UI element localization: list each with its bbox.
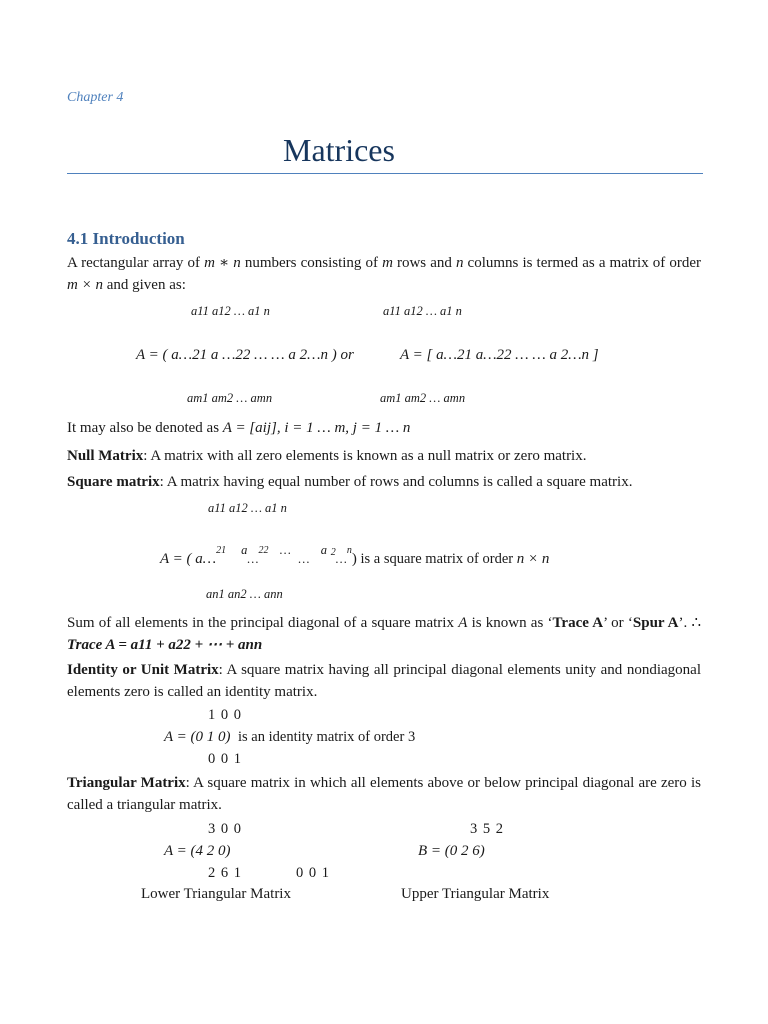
general-matrix-row3-left: am1 am2 … amn [187,391,273,405]
trace-text: ’ or ‘ [603,615,633,631]
trace-text: is known as ‘ [467,615,553,631]
square-row2-dots: … [247,552,259,566]
square-row2-text: is a square matrix of order [356,551,517,567]
denoted-text: It may also be denoted as [67,420,223,436]
section-heading: 4.1 Introduction [67,229,185,248]
square-matrix-term: Square matrix [67,474,160,490]
identity-row1: 1 0 0 [208,707,241,723]
identity-row3: 0 0 1 [208,751,241,767]
intro-text: numbers consisting of [240,255,383,271]
intro-text: A rectangular array of [67,255,205,271]
trace-text: Sum of all elements in the principal diagonal of a square matrix [67,615,459,631]
triangular-definition [67,773,701,816]
intro-math-m: m [382,255,393,271]
square-row2-n: n [346,545,352,556]
intro-text: columns is termed as a matrix of order [463,255,702,271]
identity-row2-math: A = (0 1 0) [164,729,231,745]
intro-math-order: m × n [67,276,103,293]
upper-triangular-caption: Upper Triangular Matrix [401,886,550,902]
identity-definition [67,660,701,703]
identity-row2 [164,729,415,746]
general-matrix-row1-right: a11 a12 … a1 n [383,304,462,318]
triangular-term: Triangular Matrix [67,775,186,791]
denoted-math: A = [aij], i = 1 … m, j = 1 … n [222,420,411,436]
triangular-text: : A square matrix in which all elements above or below principal diagonal are zero is called a triangular matrix. [67,775,701,813]
square-row2-close: ) [351,551,357,567]
general-matrix-middle-left: A = ( a…21 a …22 … … a 2…n ) or [136,347,354,363]
square-row2-dots: … [279,543,291,557]
lower-matrix-row1: 3 0 0 [208,821,241,837]
intro-text: and given as: [102,276,186,293]
intro-math-mn: m ∗ n [204,255,241,271]
upper-matrix-row3: 0 0 1 [296,865,329,881]
square-row2-sup: 21 [216,545,227,556]
square-row2-math: A = ( a… [160,551,217,567]
lower-triangular-caption: Lower Triangular Matrix [141,886,291,902]
trace-term: Trace A [552,615,604,631]
square-row2-sup: 22 [258,545,269,556]
square-row2-dots: … [298,552,310,566]
chapter-label: Chapter 4 [67,90,124,105]
null-matrix-text: : A matrix with all zero elements is known as a null matrix or zero matrix. [143,448,587,464]
square-row2-tail: … [335,552,347,566]
general-matrix-middle-right: A = [ a…21 a…22 … … a 2…n ] [400,347,599,363]
null-matrix-term: Null Matrix [67,448,144,464]
trace-text: ’. ∴ [678,615,702,631]
general-matrix-row1-left: a11 a12 … a1 n [191,304,270,318]
square-matrix-row2 [160,543,550,568]
upper-matrix-row2: B = (0 2 6) [418,843,485,859]
square-row2-sub: 2 [330,547,336,558]
page-title: Matrices [283,132,395,168]
identity-row2-text: is an identity matrix of order 3 [238,729,416,745]
square-row2-order: n × n [516,551,550,567]
square-matrix-row3: an1 an2 … ann [206,587,283,601]
lower-matrix-row2: A = (4 2 0) [164,843,231,859]
title-underline [67,173,703,174]
general-matrix-row3-right: am1 am2 … amn [380,391,466,405]
denoted-line [67,418,701,440]
square-matrix-text: : A matrix having equal number of rows and columns is called a square matrix. [159,474,633,490]
intro-math-n: n [455,255,464,271]
identity-text: : A square matrix having all principal diagonal elements unity and nondiagonal elements zero is called an identity matrix. [67,662,701,700]
square-row2-a: a [241,543,248,557]
upper-matrix-row1: 3 5 2 [470,821,503,837]
lower-matrix-row3: 2 6 1 [208,865,241,881]
square-matrix-row1: a11 a12 … a1 n [208,501,287,515]
trace-formula: Trace A = a11 + a22 + ⋯ + ann [67,636,263,653]
square-row2-a: a [320,543,327,557]
square-matrix-definition [67,472,701,494]
null-matrix-definition [67,446,701,468]
identity-term: Identity or Unit Matrix [67,662,219,678]
trace-math-A: A [458,615,468,631]
intro-paragraph [67,253,701,296]
intro-text: rows and [392,255,456,271]
spur-term: Spur A [632,615,679,631]
trace-paragraph [67,613,701,656]
